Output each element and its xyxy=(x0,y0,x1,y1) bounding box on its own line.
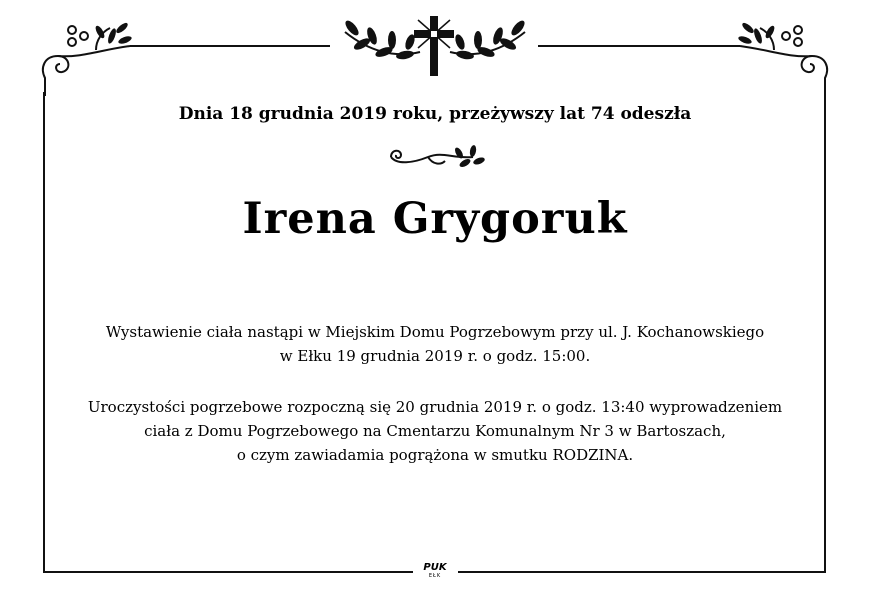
funeral-info-line: o czym zawiadamia pogrążona w smutku RODZINA. xyxy=(236,446,634,464)
logo-main-text: PUK xyxy=(423,562,447,573)
corner-flourish-right-icon xyxy=(737,21,827,96)
funeral-info-line: ciała z Domu Pogrzebowego na Cmentarzu Komunalnym Nr 3 w Bartoszach, xyxy=(144,422,726,440)
viewing-info-line: w Ełku 19 grudnia 2019 r. o godz. 15:00. xyxy=(279,347,591,365)
corner-flourish-left-icon xyxy=(43,21,133,96)
cross-icon xyxy=(414,16,454,76)
viewing-info xyxy=(40,320,830,368)
olive-branch-right-icon xyxy=(450,19,527,61)
olive-branch-left-icon xyxy=(343,19,420,61)
top-ornament-bar xyxy=(0,0,870,100)
date-line: Dnia 18 grudnia 2019 roku, przeżywszy lat 74 odeszła xyxy=(178,104,692,124)
viewing-info-line: Wystawienie ciała nastąpi w Miejskim Domu Pogrzebowym przy ul. J. Kochanowskiego xyxy=(105,323,765,341)
frame-bottom-line-left xyxy=(43,571,413,573)
logo-sub-text: EŁK xyxy=(428,573,442,579)
puk-logo xyxy=(416,563,454,581)
funeral-info-line: Uroczystości pogrzebowe rozpoczną się 20 grudnia 2019 r. o godz. 13:40 wyprowadzeniem xyxy=(87,398,783,416)
small-flourish-icon xyxy=(383,143,489,171)
frame-bottom-line-right xyxy=(458,571,826,573)
deceased-name: Irena Grygoruk xyxy=(242,194,628,244)
funeral-info xyxy=(40,395,830,467)
